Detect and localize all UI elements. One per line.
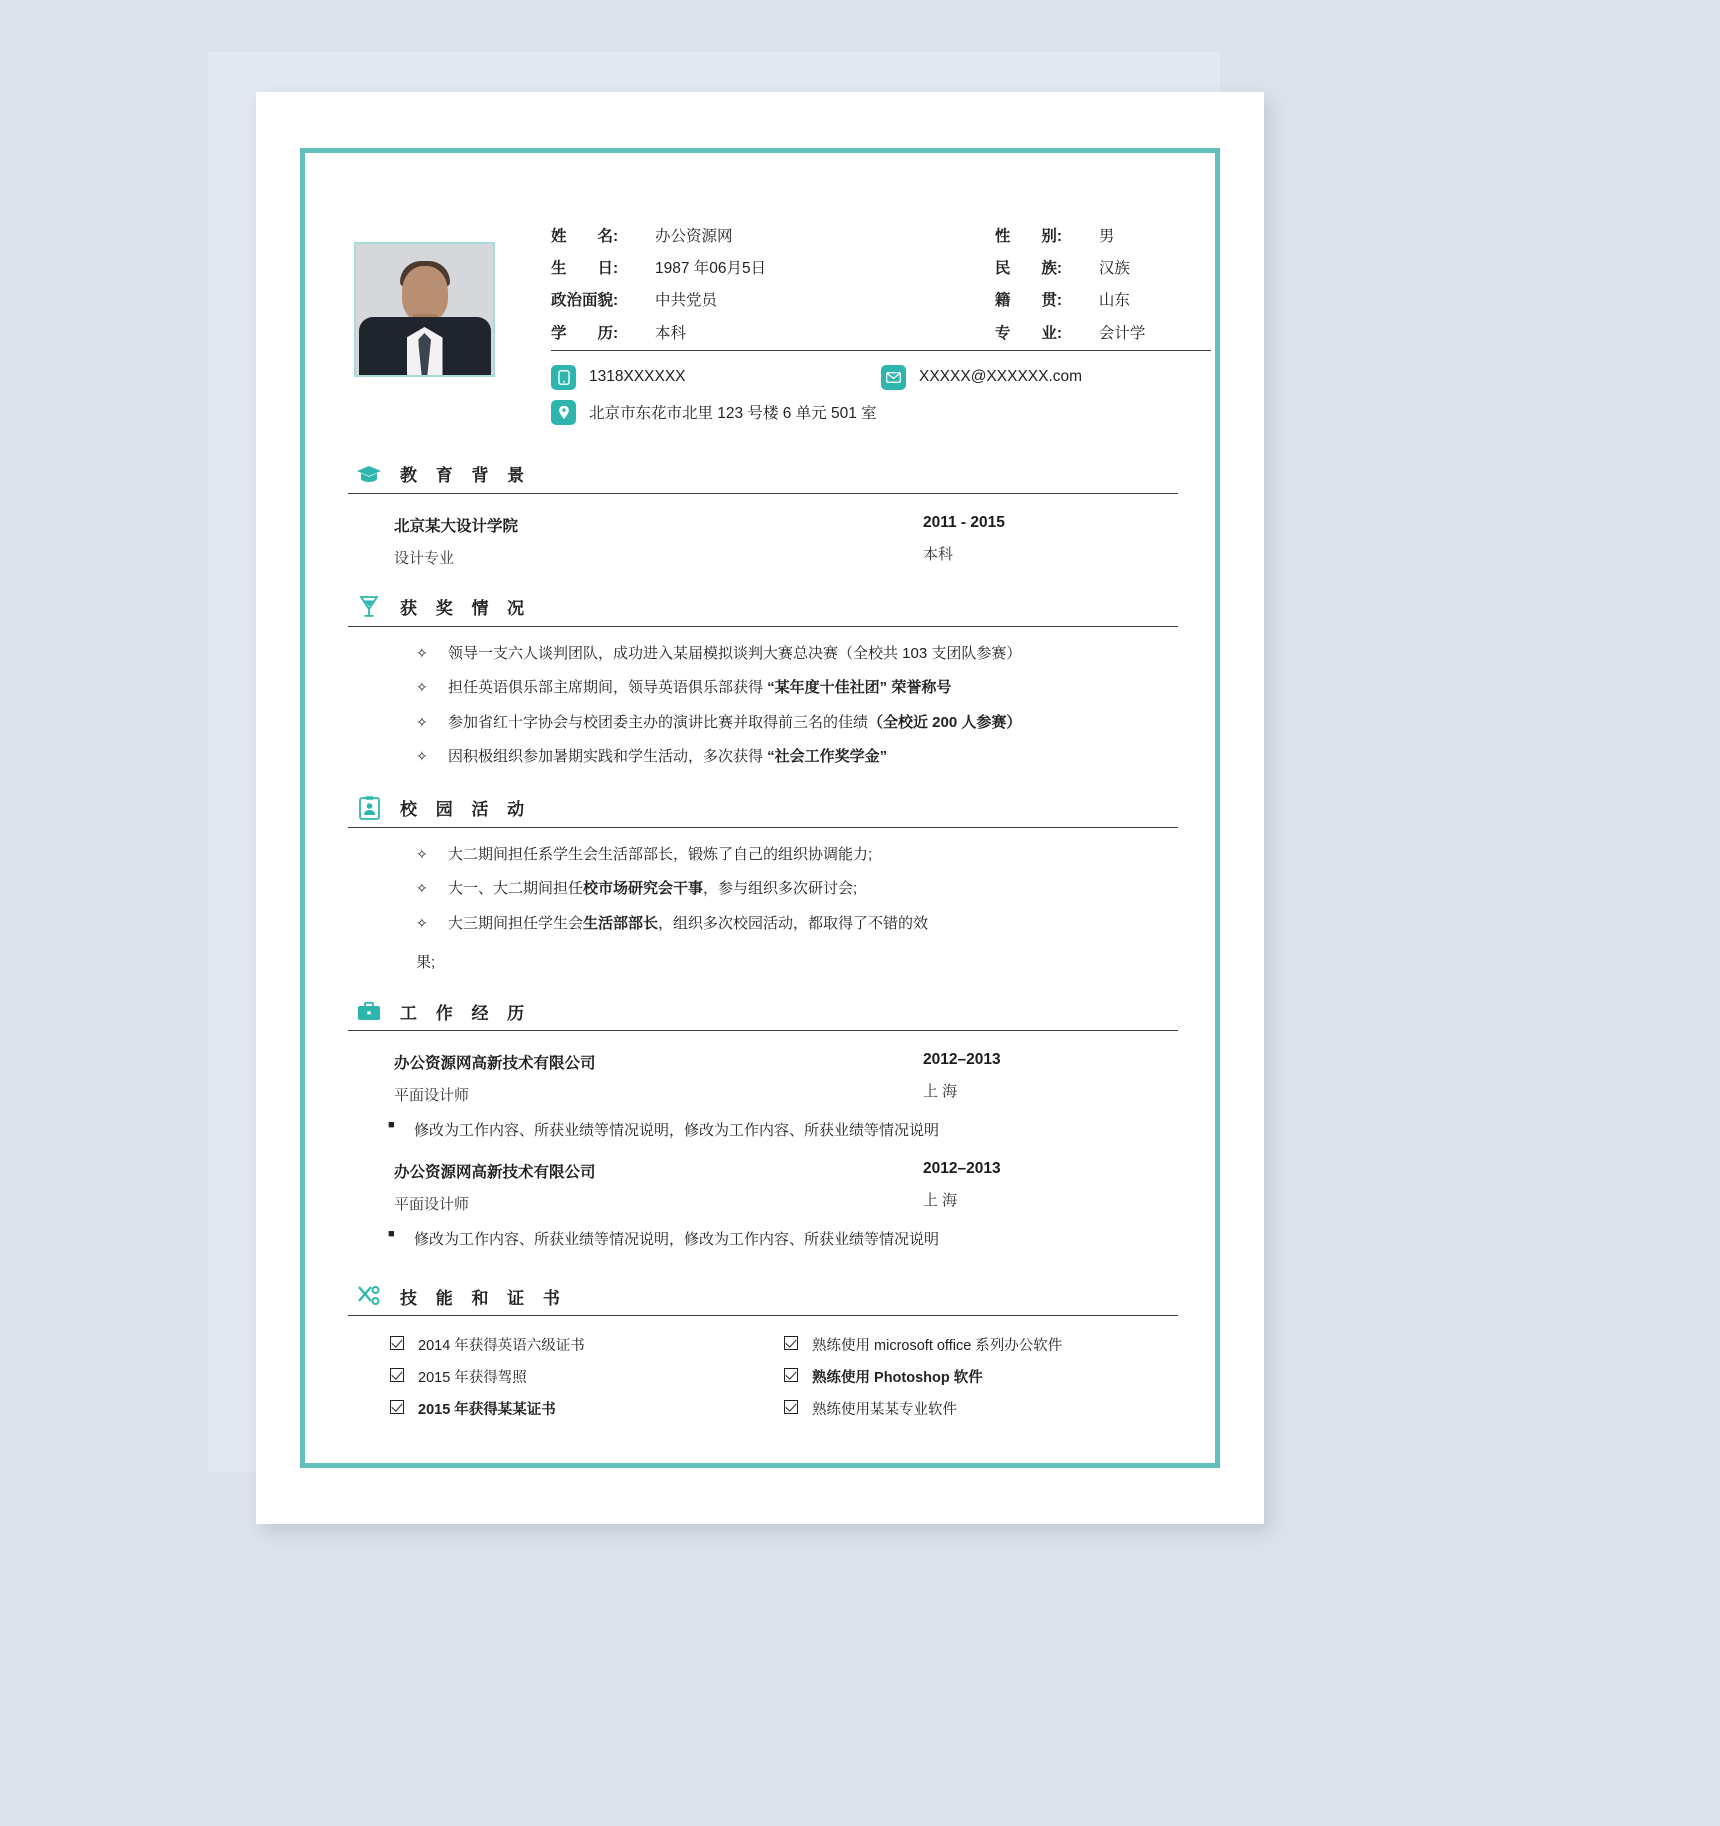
list-item: ✧ 担任英语俱乐部主席期间，领导英语俱乐部获得 “某年度十佳社团” 荣誉称号 bbox=[448, 677, 1178, 700]
checkbox-icon bbox=[390, 1368, 404, 1382]
resume-page bbox=[256, 92, 1264, 1524]
work-period: 2012–2013 bbox=[923, 1160, 1001, 1177]
tools-icon bbox=[356, 1283, 382, 1309]
section-header-campus bbox=[348, 795, 1178, 828]
list-item: ✧ 因积极组织参加暑期实践和学生活动，多次获得 “社会工作奖学金” bbox=[448, 746, 1178, 769]
skills-column-right bbox=[784, 1334, 1178, 1430]
skill-text: 2015 年获得驾照 bbox=[418, 1370, 527, 1386]
section-header-awards bbox=[348, 594, 1178, 627]
trophy-icon bbox=[356, 594, 382, 620]
work-right bbox=[923, 1160, 1168, 1214]
education-right bbox=[923, 514, 1168, 568]
skill-item bbox=[390, 1366, 784, 1387]
personal-info-table bbox=[551, 220, 1211, 351]
education-school: 北京某大设计学院 bbox=[394, 517, 519, 535]
skill-text: 熟练使用 microsoft office 系列办公软件 bbox=[812, 1338, 1063, 1354]
profile-photo bbox=[354, 242, 495, 377]
contact-phone bbox=[551, 365, 881, 390]
work-left bbox=[394, 1051, 596, 1105]
field-value-major: 会计学 bbox=[1098, 324, 1146, 342]
section-title-work: 工 作 经 历 bbox=[400, 1003, 532, 1023]
contact-row-address bbox=[551, 400, 1211, 425]
work-role: 平面设计师 bbox=[394, 1087, 470, 1104]
skill-item bbox=[390, 1398, 784, 1419]
section-title-education: 教 育 背 景 bbox=[400, 466, 532, 485]
work-details-1 bbox=[348, 1119, 1178, 1140]
field-label-birthday: 生 日: bbox=[551, 259, 619, 277]
list-item: ✧ 大二期间担任系学生会生活部部长，锻炼了自己的组织协调能力; bbox=[448, 844, 1178, 867]
field-value-political: 中共党员 bbox=[655, 292, 718, 310]
list-item: ✧ 领导一支六人谈判团队，成功进入某届模拟谈判大赛总决赛（全校共 103 支团队参赛） bbox=[448, 643, 1178, 666]
phone-text: 1318XXXXXX bbox=[589, 368, 686, 385]
education-entry bbox=[348, 514, 1178, 568]
checkbox-icon bbox=[390, 1400, 404, 1414]
skill-item bbox=[784, 1398, 1178, 1419]
list-item: ■ 修改为工作内容、所获业绩等情况说明，修改为工作内容、所获业绩等情况说明 bbox=[414, 1228, 1178, 1249]
section-title-awards: 获 奖 情 况 bbox=[400, 599, 532, 618]
table-row bbox=[551, 285, 1211, 317]
list-item: ✧ 参加省红十字协会与校团委主办的演讲比赛并取得前三名的佳绩（全校近 200 人参赛） bbox=[448, 712, 1178, 735]
contact-block bbox=[551, 365, 1211, 425]
resume-content bbox=[348, 204, 1178, 1430]
section-header-skills bbox=[348, 1283, 1178, 1316]
field-label-name: 姓 名: bbox=[551, 227, 619, 245]
list-item: ✧ 大一、大二期间担任校市场研究会干事，参与组织多次研讨会; bbox=[448, 878, 1178, 901]
checkbox-icon bbox=[784, 1336, 798, 1350]
email-text: XXXXX@XXXXXX.com bbox=[919, 368, 1083, 385]
skill-item bbox=[784, 1366, 1178, 1387]
work-entry bbox=[348, 1160, 1178, 1214]
work-right bbox=[923, 1051, 1168, 1105]
section-title-skills: 技 能 和 证 书 bbox=[400, 1288, 567, 1308]
table-row bbox=[551, 317, 1211, 350]
skill-text: 2014 年获得英语六级证书 bbox=[418, 1338, 585, 1354]
column-gap bbox=[923, 220, 995, 252]
list-item: ■ 修改为工作内容、所获业绩等情况说明，修改为工作内容、所获业绩等情况说明 bbox=[414, 1119, 1178, 1140]
field-label-degree: 学 历: bbox=[551, 324, 619, 342]
phone-icon bbox=[551, 365, 576, 390]
location-pin-icon bbox=[551, 400, 576, 425]
skill-item bbox=[784, 1334, 1178, 1355]
work-company: 办公资源网高新技术有限公司 bbox=[394, 1164, 596, 1181]
education-left bbox=[394, 514, 518, 568]
work-period: 2012–2013 bbox=[923, 1051, 1001, 1068]
table-row bbox=[551, 220, 1211, 252]
section-header-education bbox=[348, 461, 1178, 494]
field-label-hometown: 籍 贯: bbox=[994, 292, 1063, 310]
table-row bbox=[551, 252, 1211, 284]
skills-grid bbox=[348, 1334, 1178, 1430]
education-degree: 本科 bbox=[923, 545, 954, 563]
checkbox-icon bbox=[784, 1368, 798, 1382]
work-details-2 bbox=[348, 1228, 1178, 1249]
awards-list bbox=[348, 643, 1178, 769]
field-value-hometown: 山东 bbox=[1098, 292, 1130, 310]
clipboard-person-icon bbox=[356, 795, 382, 821]
header-section bbox=[348, 204, 1178, 435]
list-item: ✧ 大三期间担任学生会生活部部长，组织多次校园活动，都取得了不错的效 bbox=[448, 913, 1178, 936]
education-period: 2011 - 2015 bbox=[923, 513, 1005, 531]
contact-row-primary bbox=[551, 365, 1211, 390]
education-major: 设计专业 bbox=[394, 549, 455, 567]
briefcase-icon bbox=[356, 998, 382, 1024]
work-left bbox=[394, 1160, 596, 1214]
section-title-campus: 校 园 活 动 bbox=[400, 800, 532, 819]
field-value-birthday: 1987 年06月5日 bbox=[655, 259, 767, 277]
field-value-gender: 男 bbox=[1098, 227, 1115, 245]
checkbox-icon bbox=[784, 1400, 798, 1414]
contact-email bbox=[881, 365, 1211, 390]
campus-list bbox=[348, 844, 1178, 936]
work-company: 办公资源网高新技术有限公司 bbox=[394, 1055, 596, 1072]
checkbox-icon bbox=[390, 1336, 404, 1350]
work-location: 上 海 bbox=[923, 1083, 958, 1100]
skill-text: 熟练使用 Photoshop 软件 bbox=[812, 1370, 983, 1386]
field-value-name: 办公资源网 bbox=[655, 227, 733, 245]
field-label-ethnicity: 民 族: bbox=[994, 259, 1063, 277]
skill-text: 熟练使用某某专业软件 bbox=[812, 1402, 957, 1418]
field-label-gender: 性 别: bbox=[994, 227, 1063, 245]
field-value-ethnicity: 汉族 bbox=[1098, 259, 1130, 277]
work-role: 平面设计师 bbox=[394, 1196, 470, 1213]
section-header-work bbox=[348, 998, 1178, 1031]
address-text: 北京市东花市北里 123 号楼 6 单元 501 室 bbox=[589, 405, 877, 422]
field-value-degree: 本科 bbox=[655, 324, 687, 342]
mail-icon bbox=[881, 365, 906, 390]
skill-text: 2015 年获得某某证书 bbox=[418, 1402, 556, 1418]
campus-continuation: 果; bbox=[416, 954, 436, 971]
field-label-political: 政治面貌: bbox=[551, 292, 619, 310]
work-location: 上 海 bbox=[923, 1192, 958, 1209]
field-label-major: 专 业: bbox=[994, 324, 1063, 342]
work-entry bbox=[348, 1051, 1178, 1105]
personal-info-block bbox=[551, 204, 1211, 435]
skills-column-left bbox=[390, 1334, 784, 1430]
graduation-cap-icon bbox=[356, 461, 382, 487]
skill-item bbox=[390, 1334, 784, 1355]
